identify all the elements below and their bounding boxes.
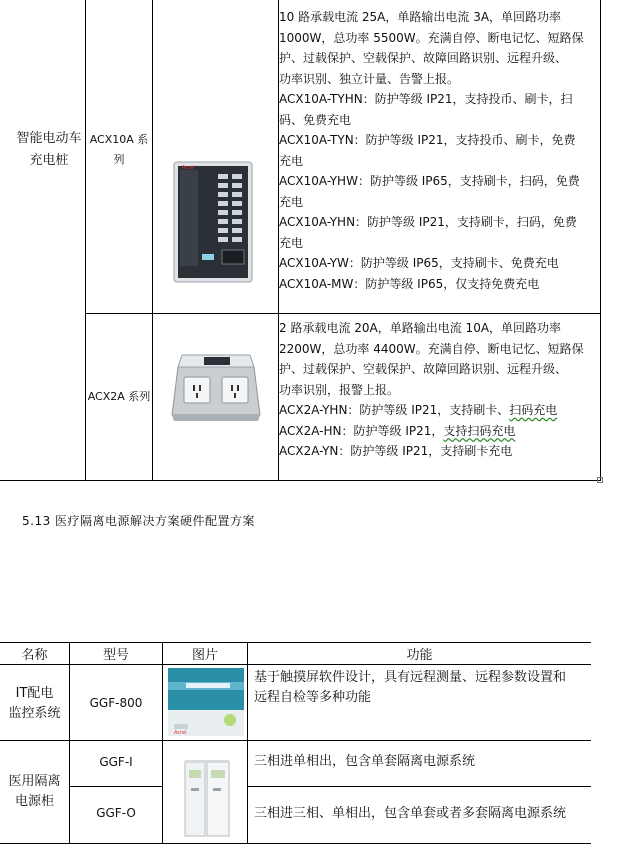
table2-divider [162,642,163,844]
name-it-monitoring: IT配电 监控系统 [8,686,61,721]
spellcheck-underline: 扫码充电 [509,403,558,417]
svg-text:Acrel: Acrel [182,165,195,171]
header-function: 功能 [406,648,433,663]
category-label: 智能电动车充电桩 [16,131,82,168]
header-image: 图片 [191,648,218,663]
table2-header-divider [0,664,591,665]
name-isolation-cabinet: 医用隔离 电源柜 [8,774,61,809]
model-ggf800: GGF-800 [89,696,143,710]
table2-divider [247,642,248,844]
spellcheck-underline: 支持扫码充电 [443,423,516,438]
model-acx2a: ACX2A 系列 [87,390,151,403]
table2-model-divider [69,786,162,787]
table1-divider [152,0,153,481]
isolation-cabinet-image [183,758,231,838]
table2-row-divider [0,740,591,741]
table1-divider [85,0,86,481]
function-it-monitoring: 基于触摸屏软件设计，具有远程测量、远程参数设置和 远程自检等多种功能 [254,670,567,705]
acx10a-description: 10 路承载电流 25A，单路输出电流 3A，单回路功率 1000W，总功率 5500W。充满自停、断电记忆、短路保 护、过载保护、空载保护、故障回路识别、远程升级、 功率识别、独立计量、告警上报。 ACX10A-TYHN：防护等级 IP21，支持投币、刷卡，扫 码、免费充电 ACX10A-TYN：防护等级 IP21，支持投币、刷卡，免费 充电 ACX10A-YHW：防护等级 IP65，支持刷卡，扫码，免费 充电 ACX10A-YHN：防护等级 IP21，支持刷卡，扫码，免费 充电 ACX10A-YW：防护等级 IP65，支持刷卡、免费充电 ACX10A-MW：防护等级 IP65，仅支持免费充电 [279,10,584,291]
svg-text:Acrel: Acrel [174,730,187,736]
acx2a-description: 2 路承载电流 20A，单路输出电流 10A，单回路功率 2200W，总功率 4400W。充满自停、断电记忆、短路保 护、过载保护、空载保护、故障回路识别、远程升级、 功率识别，报警上报。 ACX2A-YHN：防护等级 IP21，支持刷卡、扫码充电 ACX2A-HN：防护等级 IP21，支持扫码充电 ACX2A-YN：防护等级 IP21，支持刷卡充电 [279,321,584,458]
header-model: 型号 [102,648,129,663]
header-name: 名称 [21,648,48,663]
table2-top-border [0,642,591,643]
acx10a-device-image [166,158,266,288]
function-ggf-o: 三相进三相、单相出，包含单套或者多套隔离电源系统 [254,806,567,821]
model-acx10a: ACX10A 系列 [89,133,149,166]
model-ggf-o: GGF-O [96,806,136,820]
acx2a-device-image [168,345,264,435]
table1-row-divider [85,313,601,314]
table-resize-handle[interactable] [597,477,603,483]
table2-bottom-border [0,843,591,844]
function-ggf-i: 三相进单相出，包含单套隔离电源系统 [254,754,476,769]
section-heading: 5.13 医疗隔离电源解决方案硬件配置方案 [22,514,256,528]
table2-function-divider [247,786,591,787]
model-ggf-i: GGF-I [99,755,133,769]
ggf800-screen-image [168,668,244,736]
table1-bottom-border [0,480,601,481]
